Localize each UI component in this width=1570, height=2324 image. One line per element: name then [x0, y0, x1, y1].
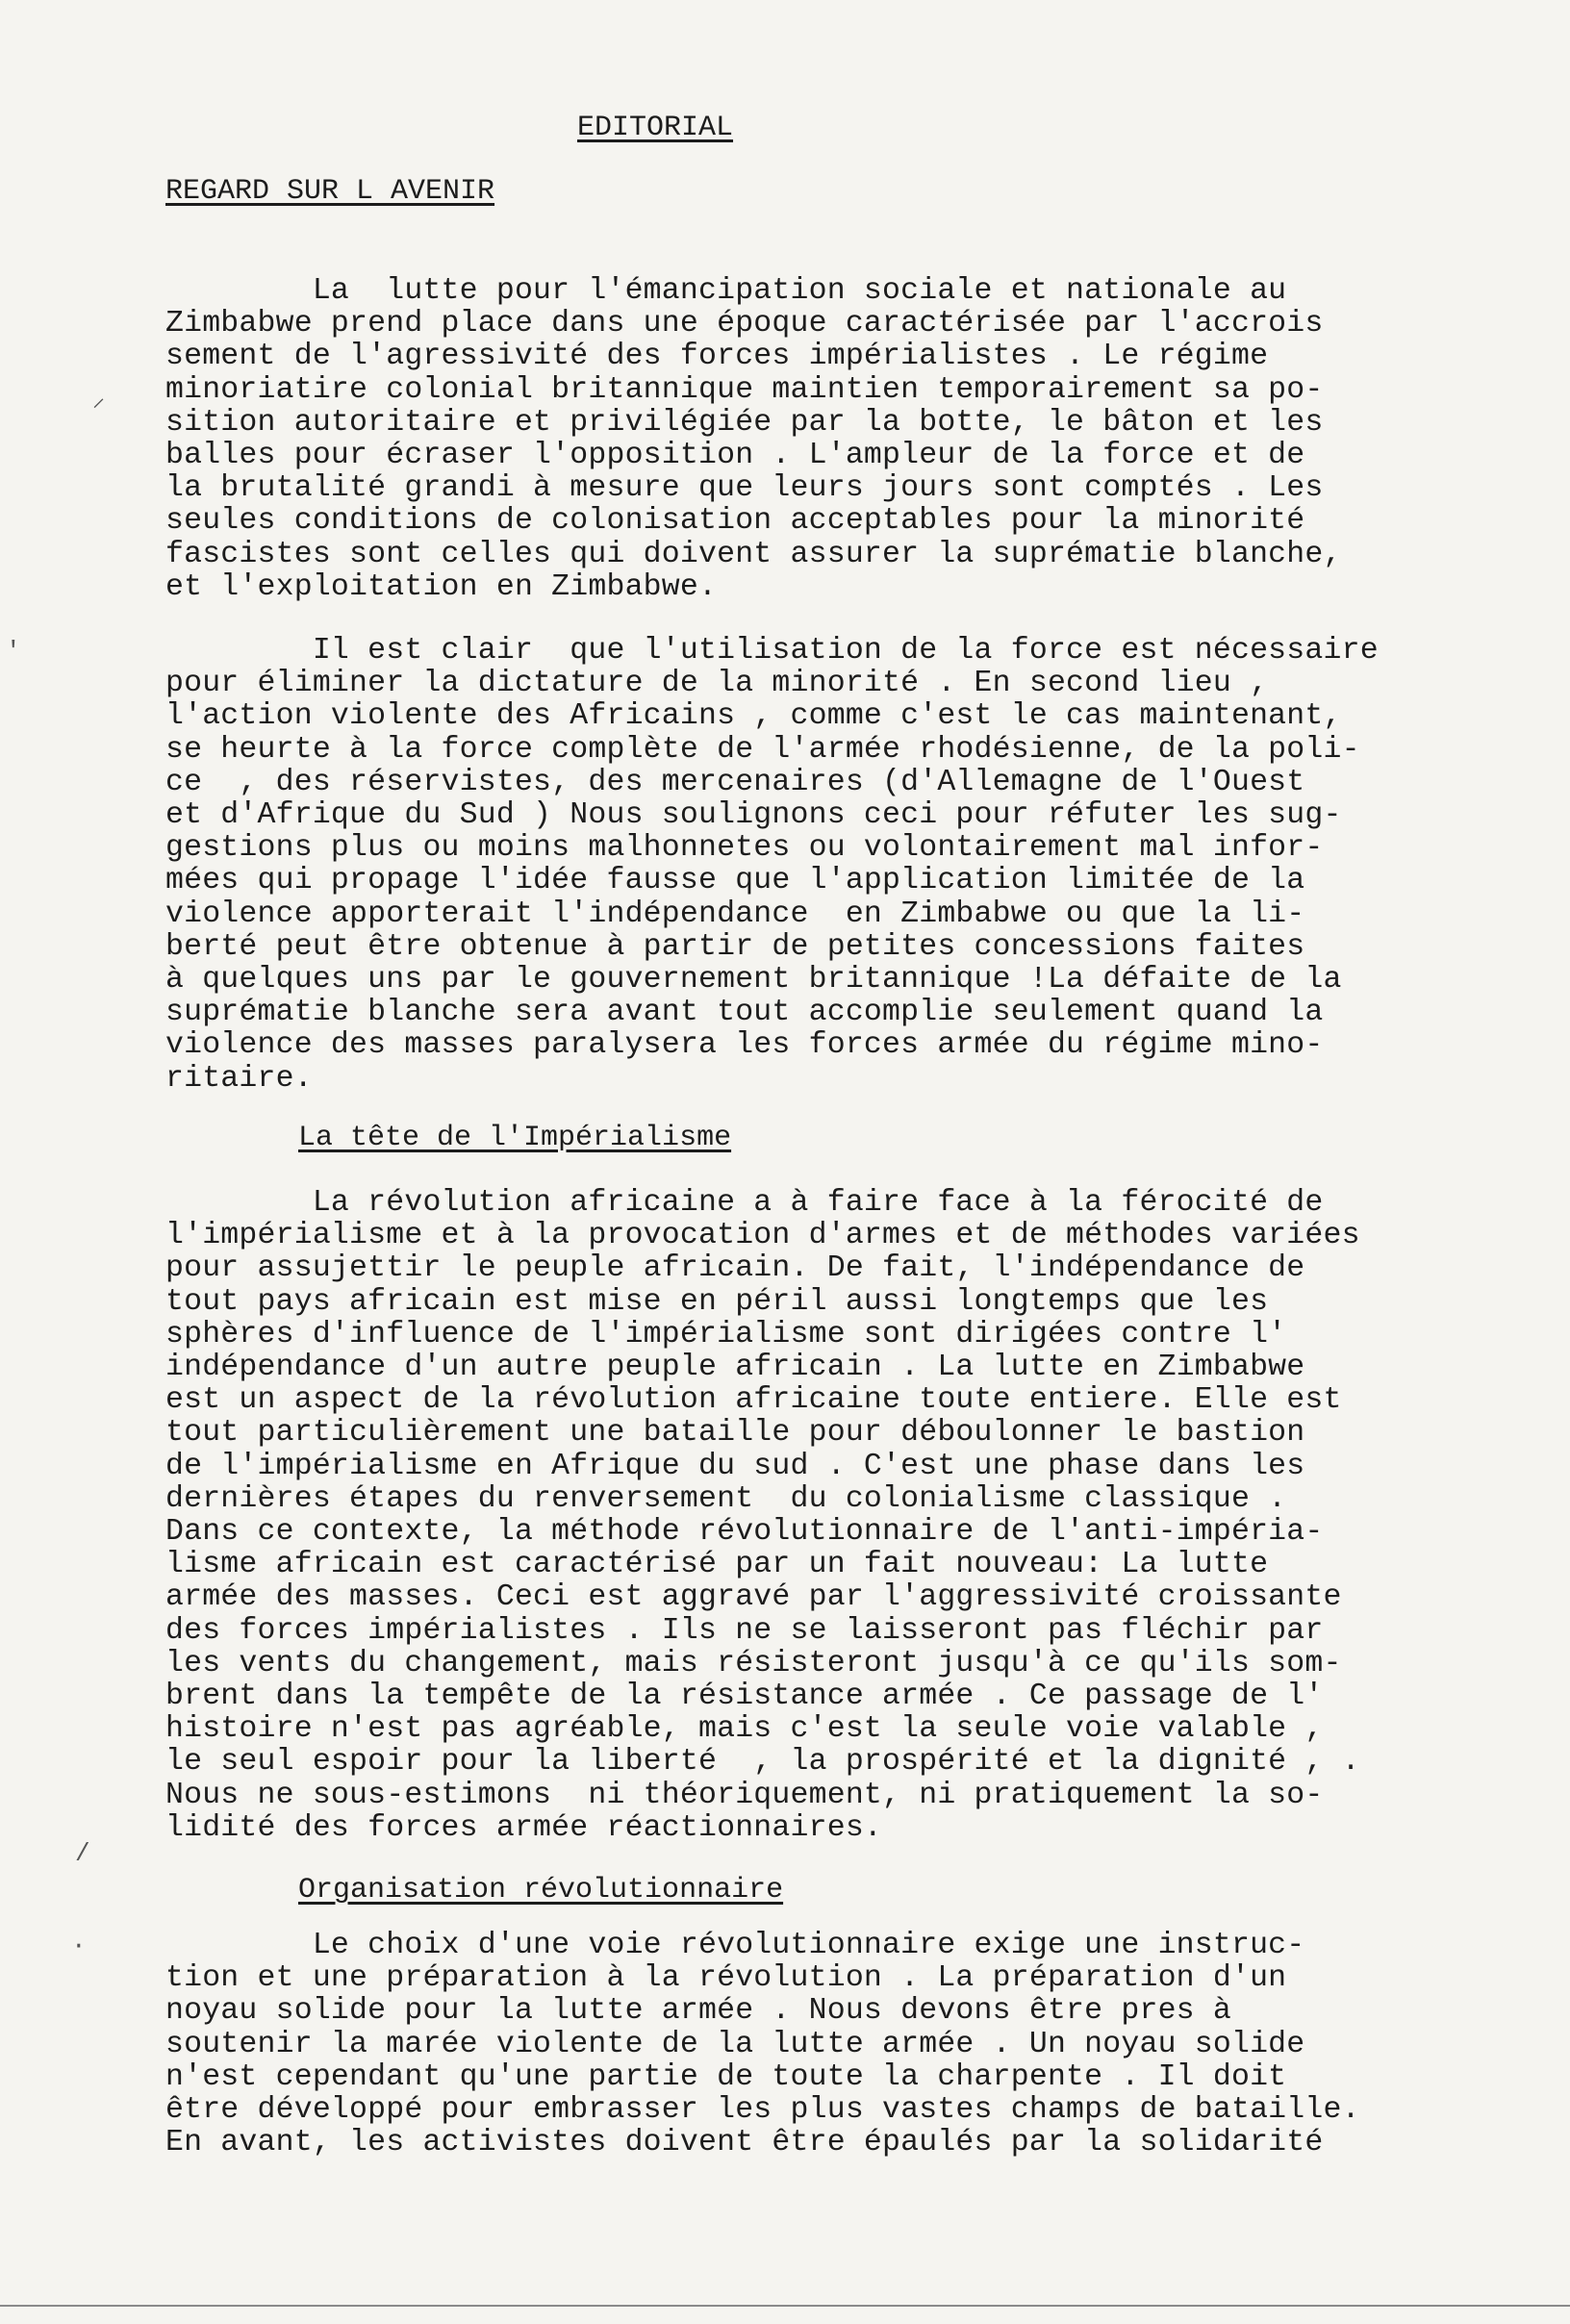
margin-mark: '	[6, 637, 21, 666]
margin-mark: ⸝	[92, 385, 106, 414]
margin-mark: ·	[71, 1932, 87, 1960]
page-bottom-edge	[0, 2305, 1570, 2307]
document-title: REGARD SUR L AVENIR	[165, 175, 495, 208]
paragraph-3: La révolution africaine a à faire face à la férocité de l'impérialisme et à la provocation d'armes et de méthodes variées pour assujettir le peuple africain. De fait, l'indépendance de tout pays africain est mise en péril aussi longtemps que les sphères d'influence de l'impérialisme sont dirigées contre l' indépendance d'un autre peuple africain . La lutte en Zimbabwe est un aspect de la révolution africaine toute entiere. Elle est tout particulièrement une bataille pour déboulonner le bastion de l'impérialisme en Afrique du sud . C'est une phase dans les dernières étapes du renversement du colonialisme classique . Dans ce contexte, la méthode révolutionnaire de l'anti-impéria- lisme africain est caractérisé par un fait nouveau: La lutte armée des masses. Ceci est aggravé par l'aggressivité croissante des forces impérialistes . Ils ne se laisseront pas fléchir par les vents du changement, mais résisteront jusqu'à ce qu'ils som- brent dans la tempête de la résistance armée . Ce passage de l' histoire n'est pas agréable, mais c'est la seule voie valable , le seul espoir pour la liberté , la prospérité et la dignité , . Nous ne sous-estimons ni théoriquement, ni pratiquement la so- lidité des forces armée réactionnaires.	[165, 1186, 1360, 1845]
subheading-imperialism: La tête de l'Impérialisme	[298, 1122, 732, 1154]
subheading-organisation: Organisation révolutionnaire	[298, 1874, 784, 1907]
editorial-label: EDITORIAL	[577, 112, 734, 144]
paragraph-1: La lutte pour l'émancipation sociale et nationale au Zimbabwe prend place dans une époque caractérisée par l'accrois sement de l'agressivité des forces impérialistes . Le régime minoriatire colonial britannique maintien temporairement sa po- sition autoritaire et privilégiée par la botte, le bâton et les balles pour écraser l'opposition . L'ampleur de la force et de la brutalité grandi à mesure que leurs jours sont comptés . Les seules conditions de colonisation acceptables pour la minorité fascistes sont celles qui doivent assurer la suprématie blanche, et l'exploitation en Zimbabwe.	[165, 274, 1342, 604]
paragraph-4: Le choix d'une voie révolutionnaire exige une instruc- tion et une préparation à la révolution . La préparation d'un noyau solide pour la lutte armée . Nous devons être pres à soutenir la marée violente de la lutte armée . Un noyau solide n'est cependant qu'une partie de toute la charpente . Il doit être développé pour embrasser les plus vastes champs de bataille. En avant, les activistes doivent être épaulés par la solidarité	[165, 1929, 1360, 2160]
margin-mark: /	[75, 1839, 90, 1868]
paragraph-2: Il est clair que l'utilisation de la force est nécessaire pour éliminer la dictature de la minorité . En second lieu , l'action violente des Africains , comme c'est le cas maintenant, se heurte à la force complète de l'armée rhodésienne, de la poli- ce , des réservistes, des mercenaires (d'Allemagne de l'Ouest et d'Afrique du Sud ) Nous soulignons ceci pour réfuter les sug- gestions plus ou moins malhonnetes ou volontairement mal infor- mées qui propage l'idée fausse que l'application limitée de la violence apporterait l'indépendance en Zimbabwe ou que la li- berté peut être obtenue à partir de petites concessions faites à quelques uns par le gouvernement britannique !La défaite de la suprématie blanche sera avant tout accomplie seulement quand la violence des masses paralysera les forces armée du régime mino- ritaire.	[165, 634, 1379, 1096]
